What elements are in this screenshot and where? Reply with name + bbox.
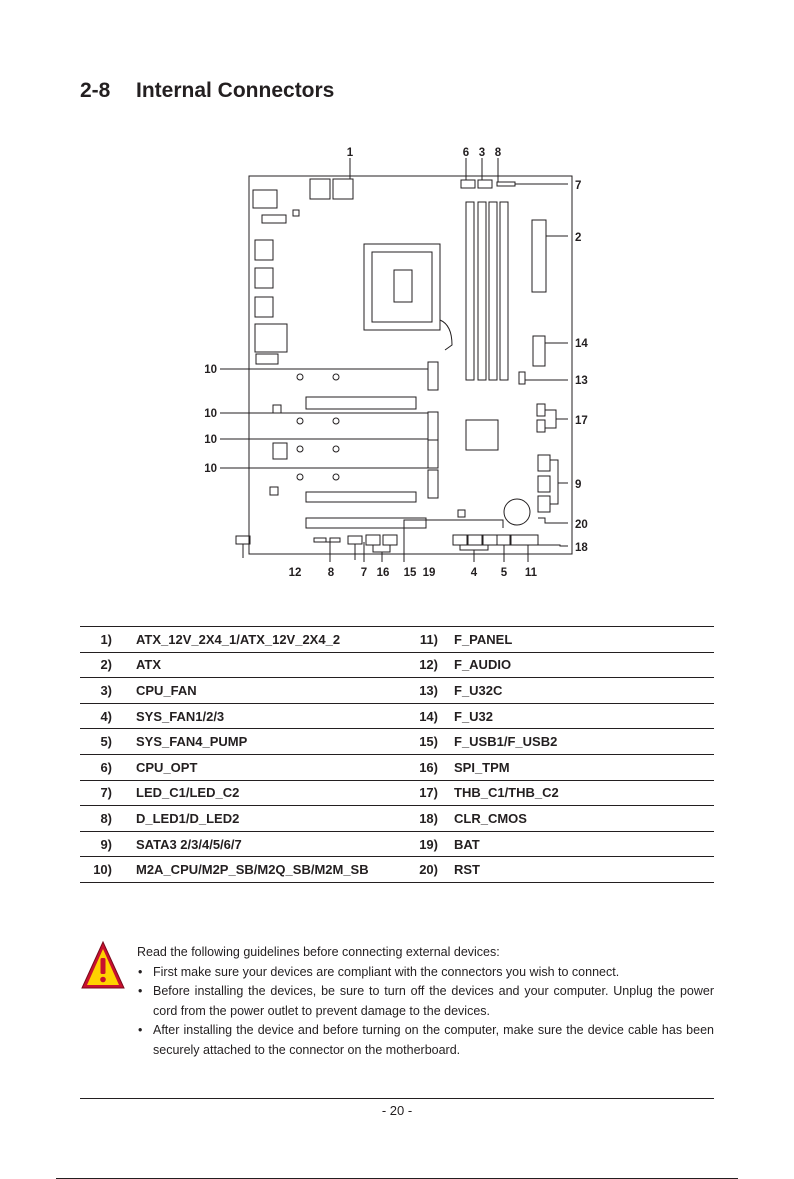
board-component xyxy=(273,443,287,459)
io-block xyxy=(255,240,273,260)
connector-name: CLR_CMOS xyxy=(454,806,714,832)
label-4: 4 xyxy=(470,567,478,579)
label-10: 10 xyxy=(204,364,217,376)
connector-number: 14) xyxy=(404,703,438,729)
io-block xyxy=(293,210,299,216)
connector-name: SATA3 2/3/4/5/6/7 xyxy=(136,831,404,857)
connector-name: M2A_CPU/M2P_SB/M2Q_SB/M2M_SB xyxy=(136,857,404,883)
label-10: 10 xyxy=(204,463,217,475)
screw-hole xyxy=(297,446,303,452)
sys-fan-header xyxy=(468,535,482,545)
table-gap xyxy=(438,806,454,832)
table-gap xyxy=(438,652,454,678)
f-u32-header xyxy=(533,336,545,366)
connector-name: RST xyxy=(454,857,714,883)
f-panel-header xyxy=(510,535,538,545)
table-row xyxy=(80,857,714,883)
connector-number: 13) xyxy=(404,678,438,704)
screw-hole xyxy=(333,446,339,452)
f-audio-header xyxy=(236,536,250,544)
notice-item: • After installing the device and before turning on the computer, make sure the device cable has been securely attached to the connector on the motherboard. xyxy=(137,1021,714,1060)
connector-number: 10) xyxy=(80,857,112,883)
leader-lines xyxy=(220,158,568,562)
table-gap xyxy=(438,831,454,857)
table-row xyxy=(80,754,714,780)
connector-number: 17) xyxy=(404,780,438,806)
led-c-header-bottom xyxy=(330,538,340,542)
table-gap xyxy=(438,729,454,755)
table-row xyxy=(80,729,714,755)
screw-hole xyxy=(333,474,339,480)
label-8: 8 xyxy=(494,147,502,159)
label-2: 2 xyxy=(575,232,582,244)
cpu-socket-core xyxy=(394,270,412,302)
sys-fan-header xyxy=(453,535,467,545)
table-gap xyxy=(112,678,136,704)
table-gap xyxy=(112,857,136,883)
label-16: 16 xyxy=(376,567,390,579)
connector-name: F_U32 xyxy=(454,703,714,729)
notice-list xyxy=(137,963,714,1061)
screw-hole xyxy=(297,474,303,480)
connector-number: 2) xyxy=(80,652,112,678)
connector-name: SYS_FAN1/2/3 xyxy=(136,703,404,729)
io-block xyxy=(255,324,287,352)
sys-fan-header xyxy=(483,535,497,545)
label-6: 6 xyxy=(462,147,470,159)
table-gap xyxy=(112,729,136,755)
connector-name: BAT xyxy=(454,831,714,857)
connector-number: 20) xyxy=(404,857,438,883)
board-outline xyxy=(249,176,572,554)
connector-number: 19) xyxy=(404,831,438,857)
io-block xyxy=(262,215,286,223)
label-3: 3 xyxy=(478,147,486,159)
label-11: 11 xyxy=(524,567,538,579)
table-row xyxy=(80,780,714,806)
table-gap xyxy=(112,652,136,678)
thb-header xyxy=(537,404,545,416)
io-block xyxy=(253,190,277,208)
battery xyxy=(504,499,530,525)
section-number: 2-8 xyxy=(80,79,111,102)
label-18: 18 xyxy=(575,542,588,554)
atx12v-connector-1 xyxy=(310,179,330,199)
table-row xyxy=(80,627,714,653)
io-block xyxy=(255,268,273,288)
table-gap xyxy=(438,678,454,704)
table-gap xyxy=(112,703,136,729)
connector-name: F_U32C xyxy=(454,678,714,704)
connector-number: 12) xyxy=(404,652,438,678)
screw-hole xyxy=(297,374,303,380)
label-14: 14 xyxy=(575,338,588,350)
connector-number: 5) xyxy=(80,729,112,755)
connector-number: 1) xyxy=(80,627,112,653)
connector-number: 7) xyxy=(80,780,112,806)
label-8: 8 xyxy=(327,567,335,579)
io-block xyxy=(255,297,273,317)
connector-number: 3) xyxy=(80,678,112,704)
connector-number: 8) xyxy=(80,806,112,832)
connector-name: CPU_OPT xyxy=(136,754,404,780)
connector-table xyxy=(80,626,714,883)
label-1: 1 xyxy=(346,147,354,159)
sata-port xyxy=(538,476,550,492)
board-component xyxy=(458,510,465,517)
m2-slot xyxy=(428,362,438,390)
screw-hole xyxy=(333,418,339,424)
atx-connector xyxy=(532,220,546,292)
table-row xyxy=(80,831,714,857)
cpu-opt-header xyxy=(461,180,475,188)
connector-number: 6) xyxy=(80,754,112,780)
dimm-slot xyxy=(466,202,474,380)
d-led-header-bottom xyxy=(314,538,326,542)
connector-number: 4) xyxy=(80,703,112,729)
table-gap xyxy=(112,831,136,857)
table-row xyxy=(80,652,714,678)
section-title: Internal Connectors xyxy=(136,79,335,102)
label-15: 15 xyxy=(403,567,417,579)
label-5: 5 xyxy=(500,567,508,579)
connector-number: 9) xyxy=(80,831,112,857)
connector-name: F_PANEL xyxy=(454,627,714,653)
io-block xyxy=(256,354,278,364)
notice-intro: Read the following guidelines before connecting external devices: xyxy=(137,945,500,959)
label-17: 17 xyxy=(575,415,588,427)
connector-name: SPI_TPM xyxy=(454,754,714,780)
notice-block xyxy=(137,943,714,1061)
screw-hole xyxy=(333,374,339,380)
board-component xyxy=(270,487,278,495)
cpu-lever xyxy=(440,320,452,350)
table-gap xyxy=(112,754,136,780)
dimm-slot xyxy=(478,202,486,380)
spi-tpm-header xyxy=(348,536,362,544)
table-gap xyxy=(438,857,454,883)
label-19: 19 xyxy=(422,567,436,579)
pcie-slot xyxy=(306,397,416,409)
connector-number: 16) xyxy=(404,754,438,780)
notice-item: • Before installing the devices, be sure to turn off the devices and your computer. Unplug the power cord from the power outlet to prevent damage to the devices. xyxy=(137,982,714,1021)
atx12v-connector-2 xyxy=(333,179,353,199)
connector-name: ATX xyxy=(136,652,404,678)
label-10: 10 xyxy=(204,434,217,446)
cpu-fan-header xyxy=(478,180,492,188)
connector-name: THB_C1/THB_C2 xyxy=(454,780,714,806)
label-12: 12 xyxy=(288,567,302,579)
connector-name: LED_C1/LED_C2 xyxy=(136,780,404,806)
table-gap xyxy=(438,780,454,806)
chipset xyxy=(466,420,498,450)
table-row xyxy=(80,806,714,832)
cpu-socket xyxy=(364,244,440,330)
dimm-slot xyxy=(500,202,508,380)
screw-hole xyxy=(297,418,303,424)
table-gap xyxy=(438,754,454,780)
pcie-slot xyxy=(306,492,416,502)
table-gap xyxy=(112,806,136,832)
thb-header xyxy=(537,420,545,432)
m2-slot xyxy=(428,470,438,498)
connector-number: 11) xyxy=(404,627,438,653)
f-u32c-header xyxy=(519,372,525,384)
table-row xyxy=(80,703,714,729)
connector-name: D_LED1/D_LED2 xyxy=(136,806,404,832)
table-row xyxy=(80,678,714,704)
sys-fan4-header xyxy=(497,535,511,545)
label-10: 10 xyxy=(204,408,217,420)
table-gap xyxy=(438,627,454,653)
notice-item: • First make sure your devices are compliant with the connectors you wish to connect. xyxy=(137,963,714,983)
footer-rule xyxy=(80,1098,714,1099)
warning-icon xyxy=(80,940,126,992)
label-13: 13 xyxy=(575,375,588,387)
label-7: 7 xyxy=(360,567,368,579)
board-component xyxy=(273,405,281,413)
label-9: 9 xyxy=(575,479,582,491)
table-gap xyxy=(112,627,136,653)
f-usb-header xyxy=(383,535,397,545)
m2-slot xyxy=(428,412,438,440)
connector-name: CPU_FAN xyxy=(136,678,404,704)
sata-port xyxy=(538,455,550,471)
table-gap xyxy=(438,703,454,729)
sata-port xyxy=(538,496,550,512)
page-number: - 20 - xyxy=(381,1103,413,1118)
m2-slot xyxy=(428,440,438,468)
d-led-header xyxy=(497,182,515,186)
label-7: 7 xyxy=(575,180,582,192)
connector-name: SYS_FAN4_PUMP xyxy=(136,729,404,755)
connector-number: 18) xyxy=(404,806,438,832)
connector-number: 15) xyxy=(404,729,438,755)
cpu-socket-inner xyxy=(372,252,432,322)
dimm-slot xyxy=(489,202,497,380)
connector-name: F_USB1/F_USB2 xyxy=(454,729,714,755)
connector-name: ATX_12V_2X4_1/ATX_12V_2X4_2 xyxy=(136,627,404,653)
table-gap xyxy=(112,780,136,806)
connector-name: F_AUDIO xyxy=(454,652,714,678)
f-usb-header xyxy=(366,535,380,545)
label-20: 20 xyxy=(575,519,588,531)
